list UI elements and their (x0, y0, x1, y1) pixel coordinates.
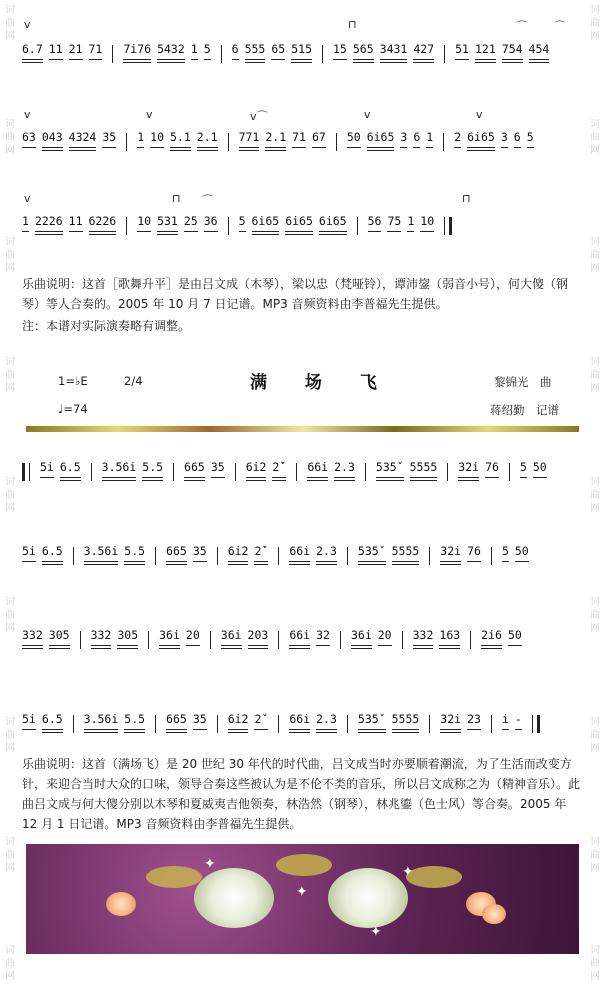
note-group: 5.5 (142, 460, 163, 481)
key-signature: 1=♭E (58, 374, 88, 388)
leaf-decoration (146, 866, 202, 888)
barline (155, 715, 156, 733)
note-group: 3 (400, 130, 407, 151)
watermark-text: 词 曲 网 (5, 837, 15, 874)
note-group: 3.56i (102, 460, 137, 481)
note-group: 15 (333, 42, 347, 63)
note-group: 6i65 (252, 214, 280, 235)
note-group: 71 (292, 130, 306, 151)
note-group: 515 (291, 42, 312, 63)
barline (235, 463, 236, 481)
note-group: 771 (239, 130, 260, 151)
note-group: 2.1 (197, 130, 218, 151)
leaf-decoration (276, 854, 332, 876)
barline (210, 631, 211, 649)
barline (221, 45, 222, 63)
note-group: 6.5 (42, 712, 63, 733)
barline (73, 547, 74, 565)
sparkle-icon: ✦ (296, 884, 308, 900)
barline (357, 217, 358, 235)
note-group: 66i (289, 544, 310, 565)
note-group: 5555 (410, 460, 438, 481)
description-piece1: 乐曲说明：这首［歌舞升平］是由吕文成（木琴），梁以忠（梵哑铃），谭沛鋆（弱音小号），何大傻（钢琴）等人合奏的。2005 年 10 月 7 日记谱。MP3 音频资料由李普福先生提供。 (22, 277, 569, 311)
note-group: 3 (501, 130, 508, 151)
barline (296, 463, 297, 481)
note-group: 32i (458, 460, 479, 481)
watermark-right-column (585, 0, 605, 986)
note-group: 51 (455, 42, 469, 63)
watermark-text: 词 曲 网 (590, 717, 600, 754)
sparkle-icon: ✦ (402, 864, 414, 880)
score-page (22, 0, 582, 986)
note-group: 36 (204, 214, 218, 235)
watermark-text: 词 曲 网 (590, 119, 600, 156)
note-group: 5555 (392, 712, 420, 733)
note-group: 76 (467, 544, 481, 565)
note-group: 555 (245, 42, 266, 63)
note-group: 3.56i (84, 712, 119, 733)
barline (429, 715, 430, 733)
note-group: 2i6 (481, 628, 502, 649)
note-group: 50 (347, 130, 361, 151)
breath-mark-row (22, 108, 582, 122)
note-group: 5 (502, 544, 509, 565)
watermark-text: 词 曲 网 (5, 945, 15, 982)
note-group: 5 (520, 460, 527, 481)
note-group: - (515, 712, 522, 733)
note-group: 2ˇ (254, 712, 268, 733)
note-group: 665 (166, 712, 187, 733)
breath-mark: v (24, 18, 31, 31)
repeat-start-barline (22, 463, 30, 481)
note-group: 6i2 (228, 712, 249, 733)
barline (73, 715, 74, 733)
note-group: 5555 (392, 544, 420, 565)
barline (444, 45, 445, 63)
barline (347, 547, 348, 565)
note-group: i (502, 712, 509, 733)
watermark-text: 词 曲 网 (590, 945, 600, 982)
note-group: 2.1 (265, 130, 286, 151)
note-group: 75 (387, 214, 401, 235)
barline (278, 631, 279, 649)
note-group: 535ˇ (358, 712, 386, 733)
flower-banner-image (26, 844, 579, 954)
note-group: 66i (307, 460, 328, 481)
note-group: 665 (184, 460, 205, 481)
tempo-marking: ♩=74 (58, 402, 88, 416)
note-group: 163 (439, 628, 460, 649)
note-group: 35 (193, 544, 207, 565)
watermark-left-column (0, 0, 20, 986)
bow-mark: ⊓ (172, 192, 181, 205)
note-group: 11 (69, 214, 83, 235)
note-group: 1 (426, 130, 433, 151)
watermark-text: 词 曲 网 (590, 357, 600, 394)
bud-decoration (482, 904, 506, 924)
composer-credit: 黎锦光 曲 (494, 375, 552, 389)
watermark-text: 词 曲 网 (5, 717, 15, 754)
note-group: 1 (22, 214, 29, 235)
watermark-text: 词 曲 网 (590, 837, 600, 874)
note-group: 50 (533, 460, 547, 481)
note-group: 32i (440, 712, 461, 733)
barline (228, 133, 229, 151)
bud-decoration (106, 892, 136, 916)
breath-mark: v (364, 108, 371, 121)
note-group: 7i76 (123, 42, 151, 63)
note-group: 21 (69, 42, 83, 63)
adjustment-note: 注：本谱对实际演奏略有调整。 (22, 319, 191, 333)
note-group: 332 (91, 628, 112, 649)
breath-mark: v (146, 108, 153, 121)
note-group: 32 (316, 628, 330, 649)
note-group: 6i2 (246, 460, 267, 481)
note-group: 665 (166, 544, 187, 565)
breath-mark: v (476, 108, 483, 121)
note-group: 35 (211, 460, 225, 481)
watermark-text: 词 曲 网 (5, 477, 15, 514)
note-group: 20 (186, 628, 200, 649)
barline (80, 631, 81, 649)
note-group: 565 (353, 42, 374, 63)
barline (217, 547, 218, 565)
breath-mark: v (24, 192, 31, 205)
note-group: 35 (193, 712, 207, 733)
watermark-text: 词 曲 网 (590, 237, 600, 274)
time-signature: 2/4 (124, 374, 143, 388)
barline (365, 463, 366, 481)
note-group: 2.3 (316, 712, 337, 733)
note-group: 5.5 (124, 544, 145, 565)
slur-mark: ⌒ (202, 194, 213, 207)
barline (322, 45, 323, 63)
note-group: 71 (89, 42, 103, 63)
note-group: 36i (221, 628, 242, 649)
watermark-text: 词 曲 网 (590, 597, 600, 634)
note-group: 305 (117, 628, 138, 649)
note-group: 5432 (157, 42, 185, 63)
score-line-piece2-row4 (22, 712, 582, 733)
watermark-text: 词 曲 网 (5, 5, 15, 42)
score-line-piece2-row3 (22, 628, 582, 649)
breath-mark-row (22, 18, 582, 32)
breath-mark: v (24, 108, 31, 121)
transcriber-credit: 蒋绍勤 记谱 (490, 403, 559, 417)
note-group: 5 (527, 130, 534, 151)
note-group: 3.56i (84, 544, 119, 565)
note-group: 11 (49, 42, 63, 63)
note-group: 2̇ˇ (272, 460, 286, 481)
slur-mark: ⌒ (554, 20, 565, 33)
barline (217, 715, 218, 733)
note-group: 10 (420, 214, 434, 235)
score-line-piece2-row2 (22, 544, 582, 565)
watermark-text: 词 曲 网 (5, 237, 15, 274)
note-group: 427 (413, 42, 434, 63)
note-group: 50 (515, 544, 529, 565)
rose-decoration (194, 868, 274, 928)
score-line-piece1-row1 (22, 42, 582, 63)
note-group: 66i (289, 712, 310, 733)
sparkle-icon: ✦ (204, 856, 216, 872)
score-line-piece2-row1 (22, 460, 582, 481)
barline (429, 547, 430, 565)
note-group: 535ˇ (358, 544, 386, 565)
barline (336, 133, 337, 151)
note-group: 20 (378, 628, 392, 649)
note-group: 32i (440, 544, 461, 565)
barline (228, 217, 229, 235)
gold-divider (26, 426, 579, 432)
note-group: 6i65 (367, 130, 395, 151)
note-group: 5i (40, 460, 54, 481)
note-group: 754 (502, 42, 523, 63)
note-group: 5.1 (170, 130, 191, 151)
note-group: 66i (289, 628, 310, 649)
song-title: 满 场 飞 (250, 373, 393, 393)
score-line-piece1-row2 (22, 130, 582, 151)
barline (126, 133, 127, 151)
barline (509, 463, 510, 481)
barline (278, 715, 279, 733)
note-group: 6.5 (42, 544, 63, 565)
note-group: 6.7 (22, 42, 43, 63)
note-group: 203 (248, 628, 269, 649)
note-group: 23 (467, 712, 481, 733)
barline (402, 631, 403, 649)
note-group: 76 (485, 460, 499, 481)
note-group: 36i (159, 628, 180, 649)
note-group: 5i (22, 544, 36, 565)
note-group: 6i65 (285, 214, 313, 235)
note-group: 1 (137, 130, 144, 151)
note-group: 6i2 (228, 544, 249, 565)
note-group: 305 (49, 628, 70, 649)
note-group: 4324 (69, 130, 97, 151)
note-group: 65 (271, 42, 285, 63)
slur-mark: ⌒ (516, 20, 527, 33)
barline (173, 463, 174, 481)
note-group: 6i65 (467, 130, 495, 151)
watermark-text: 词 曲 网 (5, 597, 15, 634)
bow-mark: ⊓ (462, 192, 471, 205)
note-group: 3431 (380, 42, 408, 63)
note-group: 332 (413, 628, 434, 649)
watermark-text: 词 曲 网 (5, 357, 15, 394)
note-group: 535ˇ (376, 460, 404, 481)
note-group: 36i (351, 628, 372, 649)
note-group: 6 (232, 42, 239, 63)
note-group: 5 (204, 42, 211, 63)
note-group: 6 (413, 130, 420, 151)
barline (112, 45, 113, 63)
note-group: 5i (22, 712, 36, 733)
barline (470, 631, 471, 649)
bow-mark: ⊓ (348, 18, 357, 31)
rose-decoration (328, 868, 408, 928)
barline (443, 133, 444, 151)
barline (126, 217, 127, 235)
note-group: 6i65 (319, 214, 347, 235)
sparkle-icon: ✦ (370, 924, 382, 940)
note-group: 6226 (89, 214, 117, 235)
note-group: 6 (514, 130, 521, 151)
barline (278, 547, 279, 565)
note-group: 043 (42, 130, 63, 151)
barline (148, 631, 149, 649)
note-group: 1 (407, 214, 414, 235)
description-piece2: 乐曲说明：这首（满场飞）是 20 世纪 30 年代的时代曲，吕文成当时亦要顺着潮流，为了生活而改变方针，来迎合当时大众的口味，领导合奏这些被认为是不伦不类的音乐，所以吕文成称之为（精神音乐）。此曲吕文成与何大傻分别以木琴和夏威夷吉他领奏，林浩然（钢琴），林兆鎏（色士风）等合奏。2005 年 12 月 1 日记谱。MP3 音频资料由李普福先生提供。 (22, 757, 581, 831)
note-group: 5 (239, 214, 246, 235)
barline (91, 463, 92, 481)
note-group: 10 (150, 130, 164, 151)
watermark-text: 词 曲 网 (5, 119, 15, 156)
leaf-decoration (406, 866, 462, 888)
note-group: 2.3 (316, 544, 337, 565)
note-group: 2̇ˇ (254, 544, 268, 565)
note-group: 35 (102, 130, 116, 151)
note-group: 10 (137, 214, 151, 235)
note-group: 67 (312, 130, 326, 151)
note-group: 6.5 (60, 460, 81, 481)
note-group: 56 (368, 214, 382, 235)
barline (491, 547, 492, 565)
note-group: 332 (22, 628, 43, 649)
repeat-end-barline (532, 715, 540, 733)
repeat-end-barline (444, 217, 452, 235)
watermark-text: 词 曲 网 (590, 477, 600, 514)
barline (340, 631, 341, 649)
note-group: 531 (157, 214, 178, 235)
note-group: 1 (191, 42, 198, 63)
note-group: 2.3 (334, 460, 355, 481)
note-group: 63 (22, 130, 36, 151)
note-group: 2226 (35, 214, 63, 235)
note-group: 454 (529, 42, 550, 63)
watermark-text: 词 曲 网 (590, 5, 600, 42)
barline (347, 715, 348, 733)
note-group: 50 (508, 628, 522, 649)
barline (447, 463, 448, 481)
note-group: 5.5 (124, 712, 145, 733)
barline (155, 547, 156, 565)
note-group: 121 (475, 42, 496, 63)
breath-mark: v⌒ (250, 110, 268, 123)
barline (491, 715, 492, 733)
breath-mark-row (22, 192, 582, 206)
note-group: 2 (454, 130, 461, 151)
score-line-piece1-row3 (22, 214, 582, 235)
note-group: 25 (184, 214, 198, 235)
